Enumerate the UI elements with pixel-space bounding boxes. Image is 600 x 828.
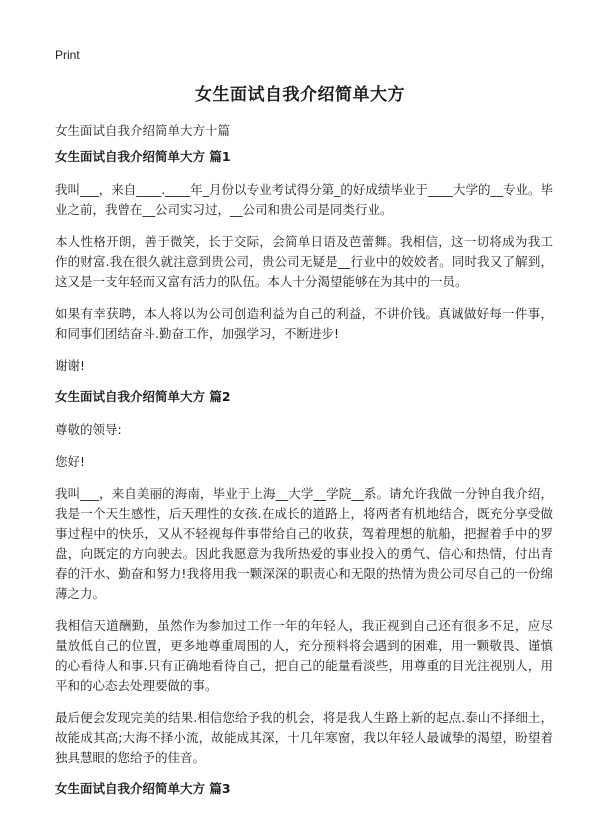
section-heading-1: 女生面试自我介绍简单大方 篇1 [55, 149, 231, 164]
paragraph: 如果有幸获聘，本人将以为公司创造利益为自己的利益，不讲价钱。真诚做好每一件事，和同事们团结奋斗.勤奋工作，加强学习，不断进步! [55, 306, 553, 341]
page-title: 女生面试自我介绍简单大方 [195, 85, 405, 105]
paragraph: 谢谢! [55, 358, 86, 373]
paragraph: 我叫___，来自____.____年_月份以专业考试得分第_的好成绩毕业于____大学的__专业。毕业之前，我曾在__公司实习过，__公司和贵公司是同类行业。 [55, 182, 553, 217]
paragraph: 我相信天道酬勤，虽然作为参加过工作一年的年轻人，我正视到自己还有很多不足，应尽量放低自己的位置，更多地尊重周围的人，充分预料将会遇到的困难，用一颗敬畏、谨慎的心看待人和事.只有正确地看待自己，把自己的能量看淡些，用尊重的目光注视别人，用平和的心态去处理要做的事。 [55, 618, 553, 693]
paragraph: 本人性格开朗，善于微笑，长于交际，会简单日语及芭蕾舞。我相信，这一切将成为我工作的财富.我在很久就注意到贵公司，贵公司无疑是__行业中的姣姣者。同时我又了解到，这又是一支年轻而又富有活力的队伍。本人十分渴望能够在为其中的一员。 [55, 234, 553, 289]
paragraph: 我叫___，来自美丽的海南，毕业于上海__大学__学院__系。请允许我做一分钟自我介绍，我是一个天生感性，后天理性的女孩.在成长的道路上，将两者有机地结合，既充分享受做事过程中的快乐，又从不轻视每件事带给自己的收获，驾着理想的航船，把握着手中的罗盘，向既定的方向驶去。因此我愿意为我所热爱的事业投入的勇气、信心和热情，付出青春的汗水、勤奋和努力!我将用我一颗深深的职责心和无限的热情为贵公司尽自己的一份绵薄之力。 [55, 486, 553, 601]
section-heading-2: 女生面试自我介绍简单大方 篇2 [55, 389, 231, 404]
document-subtitle: 女生面试自我介绍简单大方十篇 [55, 123, 231, 138]
paragraph: 尊敬的领导: [55, 422, 122, 437]
section-heading-3: 女生面试自我介绍简单大方 篇3 [55, 781, 231, 796]
paragraph: 您好! [55, 454, 86, 469]
paragraph: 最后便会发现完美的结果.相信您给予我的机会，将是我人生路上新的起点.泰山不择细土，故能成其高;大海不择小流，故能成其深，十几年寒窗，我以年轻人最诚挚的渴望，盼望着独具慧眼的您给予的佳音。 [55, 710, 553, 765]
document-body [55, 148, 553, 812]
print-link[interactable]: Print [55, 48, 80, 62]
